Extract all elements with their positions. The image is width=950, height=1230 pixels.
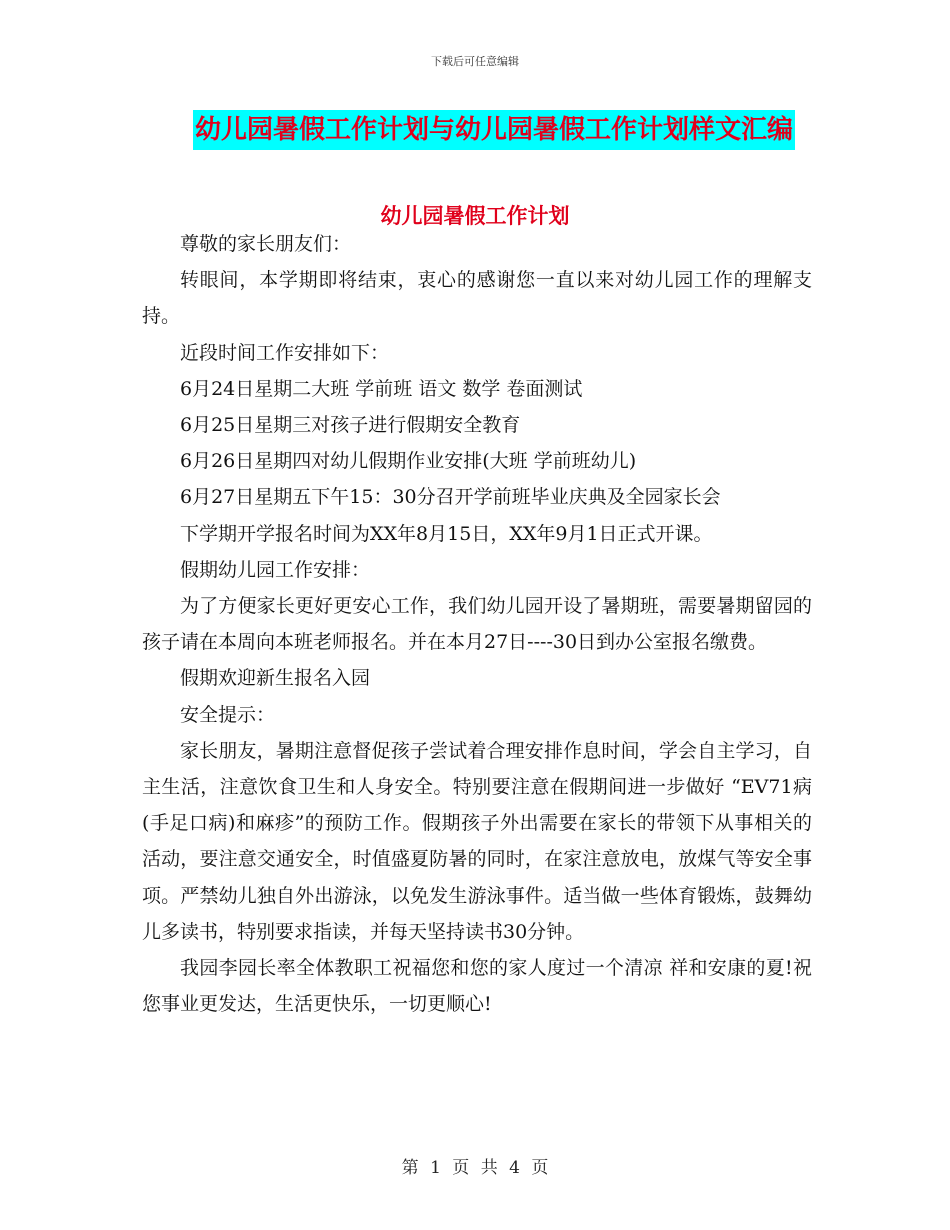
paragraph-schedule-item: 6月27日星期五下午15：30分召开学前班毕业庆典及全园家长会 (180, 486, 721, 509)
paragraph-thanks: 转眼间，本学期即将结束，衷心的感谢您一直以来对幼儿园工作的理解支持。 (142, 269, 812, 328)
page-number: 第 1 页 共 4 页 (401, 1158, 549, 1178)
paragraph-safety-tips: 家长朋友，暑期注意督促孩子尝试着合理安排作息时间，学会自主学习，自主生活，注意饮食卫生和人身安全。特别要注意在假期间进一步做好 “EV71病(手足口病)和麻疹”的预防工作。假期孩子外出需要在家长的带领下从事相关的活动，要注意交通安全，时值盛夏防暑的同时，在家注意放电，放煤气等安全事项。严禁幼儿独自外出游泳，以免发生游泳事件。适当做一些体育锻炼，鼓舞幼儿多读书，特别要求指读，并每天坚持读书30分钟。 (142, 739, 812, 943)
paragraph-summer-class: 为了方便家长更好更安心工作，我们幼儿园开设了暑期班，需要暑期留园的孩子请在本周向本班老师报名。并在本月27日----30日到办公室报名缴费。 (142, 595, 812, 654)
section-title: 幼儿园暑假工作计划 (380, 204, 570, 228)
document-body (142, 226, 812, 1022)
paragraph-safety-heading: 安全提示： (180, 703, 276, 726)
paragraph-registration: 下学期开学报名时间为XX年8月15日，XX年9月1日正式开课。 (180, 522, 713, 545)
page-header-note: 下载后可任意编辑 (431, 55, 519, 68)
document-title: 幼儿园暑假工作计划与幼儿园暑假工作计划样文汇编 (193, 110, 795, 150)
paragraph-holiday-intro: 假期幼儿园工作安排： (180, 558, 371, 581)
paragraph-closing: 我园李园长率全体教职工祝福您和您的家人度过一个清凉 祥和安康的夏!祝您事业更发达，生活更快乐，一切更顺心! (142, 957, 812, 1016)
paragraph-greeting: 尊敬的家长朋友们： (180, 233, 352, 255)
paragraph-schedule-intro: 近段时间工作安排如下： (180, 341, 390, 364)
paragraph-schedule-item: 6月24日星期二大班 学前班 语文 数学 卷面测试 (180, 377, 583, 400)
paragraph-schedule-item: 6月26日星期四对幼儿假期作业安排(大班 学前班幼儿) (180, 450, 637, 473)
paragraph-enrollment: 假期欢迎新生报名入园 (180, 667, 371, 690)
paragraph-schedule-item: 6月25日星期三对孩子进行假期安全教育 (180, 414, 521, 437)
